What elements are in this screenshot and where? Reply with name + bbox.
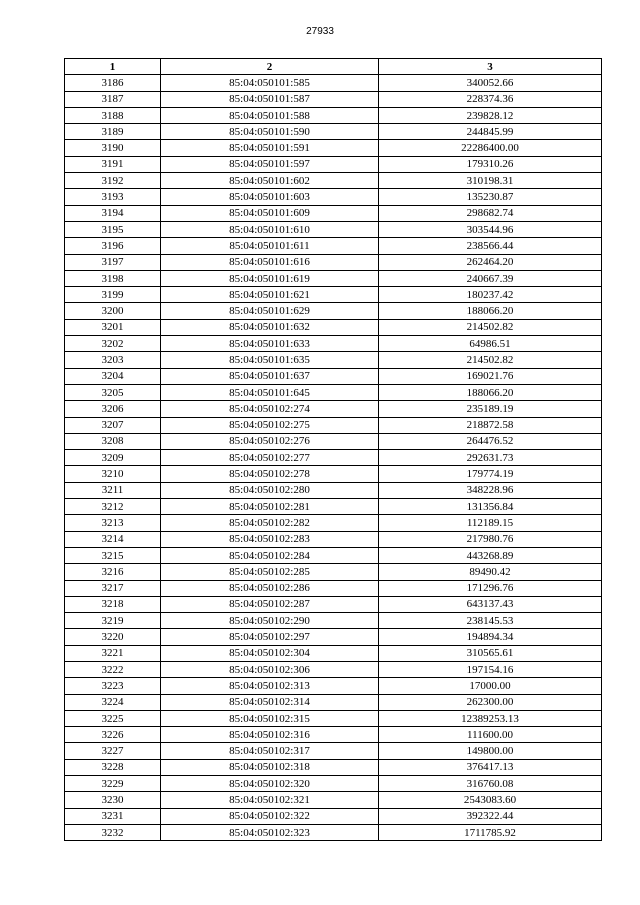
table-row xyxy=(65,710,602,726)
value-cell: 643137.43 xyxy=(379,596,602,612)
row-number-cell: 3201 xyxy=(65,319,161,335)
row-number-cell: 3221 xyxy=(65,645,161,661)
cadastral-number-cell: 85:04:050102:318 xyxy=(161,759,379,775)
cadastral-number-cell: 85:04:050102:316 xyxy=(161,727,379,743)
cadastral-number-cell: 85:04:050102:286 xyxy=(161,580,379,596)
table-row xyxy=(65,645,602,661)
value-cell: 2543083.60 xyxy=(379,792,602,808)
table-row xyxy=(65,221,602,237)
table-row xyxy=(65,91,602,107)
cadastral-number-cell: 85:04:050101:632 xyxy=(161,319,379,335)
table-row xyxy=(65,156,602,172)
table-row xyxy=(65,661,602,677)
value-cell: 217980.76 xyxy=(379,531,602,547)
row-number-cell: 3232 xyxy=(65,824,161,840)
value-cell: 194894.34 xyxy=(379,629,602,645)
row-number-cell: 3226 xyxy=(65,727,161,743)
value-cell: 238566.44 xyxy=(379,238,602,254)
cadastral-number-cell: 85:04:050102:322 xyxy=(161,808,379,824)
table-row xyxy=(65,303,602,319)
value-cell: 131356.84 xyxy=(379,499,602,515)
page-number: 27933 xyxy=(306,26,334,37)
table-row xyxy=(65,270,602,286)
table-row xyxy=(65,75,602,91)
value-cell: 235189.19 xyxy=(379,401,602,417)
table-row xyxy=(65,254,602,270)
row-number-cell: 3190 xyxy=(65,140,161,156)
table-row xyxy=(65,124,602,140)
table-row xyxy=(65,759,602,775)
value-cell: 179774.19 xyxy=(379,466,602,482)
table-row xyxy=(65,417,602,433)
value-cell: 262300.00 xyxy=(379,694,602,710)
value-cell: 310198.31 xyxy=(379,173,602,189)
value-cell: 316760.08 xyxy=(379,776,602,792)
table-row xyxy=(65,140,602,156)
column-header-2: 2 xyxy=(161,59,379,75)
row-number-cell: 3231 xyxy=(65,808,161,824)
row-number-cell: 3196 xyxy=(65,238,161,254)
row-number-cell: 3212 xyxy=(65,499,161,515)
table-row xyxy=(65,450,602,466)
table-row xyxy=(65,596,602,612)
value-cell: 197154.16 xyxy=(379,661,602,677)
row-number-cell: 3214 xyxy=(65,531,161,547)
value-cell: 244845.99 xyxy=(379,124,602,140)
row-number-cell: 3198 xyxy=(65,270,161,286)
table-row xyxy=(65,629,602,645)
value-cell: 292631.73 xyxy=(379,450,602,466)
table-row xyxy=(65,792,602,808)
cadastral-number-cell: 85:04:050102:278 xyxy=(161,466,379,482)
cadastral-number-cell: 85:04:050101:610 xyxy=(161,221,379,237)
value-cell: 169021.76 xyxy=(379,368,602,384)
table-row xyxy=(65,824,602,840)
value-cell: 443268.89 xyxy=(379,547,602,563)
cadastral-number-cell: 85:04:050101:635 xyxy=(161,352,379,368)
value-cell: 238145.53 xyxy=(379,613,602,629)
value-cell: 264476.52 xyxy=(379,433,602,449)
row-number-cell: 3194 xyxy=(65,205,161,221)
cadastral-number-cell: 85:04:050102:314 xyxy=(161,694,379,710)
table-row xyxy=(65,727,602,743)
row-number-cell: 3229 xyxy=(65,776,161,792)
value-cell: 303544.96 xyxy=(379,221,602,237)
value-cell: 89490.42 xyxy=(379,564,602,580)
cadastral-number-cell: 85:04:050102:281 xyxy=(161,499,379,515)
value-cell: 180237.42 xyxy=(379,287,602,303)
table-body xyxy=(65,75,602,841)
data-table xyxy=(64,58,602,841)
table-header-row xyxy=(65,59,602,75)
table-row xyxy=(65,107,602,123)
value-cell: 376417.13 xyxy=(379,759,602,775)
cadastral-number-cell: 85:04:050101:611 xyxy=(161,238,379,254)
row-number-cell: 3195 xyxy=(65,221,161,237)
row-number-cell: 3187 xyxy=(65,91,161,107)
table-row xyxy=(65,401,602,417)
cadastral-number-cell: 85:04:050102:297 xyxy=(161,629,379,645)
table-row xyxy=(65,205,602,221)
cadastral-number-cell: 85:04:050101:591 xyxy=(161,140,379,156)
cadastral-number-cell: 85:04:050101:585 xyxy=(161,75,379,91)
cadastral-number-cell: 85:04:050102:323 xyxy=(161,824,379,840)
cadastral-number-cell: 85:04:050101:621 xyxy=(161,287,379,303)
table-row xyxy=(65,368,602,384)
table-row xyxy=(65,352,602,368)
row-number-cell: 3204 xyxy=(65,368,161,384)
table-row xyxy=(65,678,602,694)
row-number-cell: 3203 xyxy=(65,352,161,368)
value-cell: 310565.61 xyxy=(379,645,602,661)
cadastral-number-cell: 85:04:050102:306 xyxy=(161,661,379,677)
table-row xyxy=(65,531,602,547)
value-cell: 171296.76 xyxy=(379,580,602,596)
table-row xyxy=(65,384,602,400)
table-row xyxy=(65,482,602,498)
table-row xyxy=(65,547,602,563)
row-number-cell: 3227 xyxy=(65,743,161,759)
row-number-cell: 3211 xyxy=(65,482,161,498)
row-number-cell: 3199 xyxy=(65,287,161,303)
table-row xyxy=(65,319,602,335)
table-row xyxy=(65,808,602,824)
table-row xyxy=(65,466,602,482)
value-cell: 239828.12 xyxy=(379,107,602,123)
cadastral-number-cell: 85:04:050102:290 xyxy=(161,613,379,629)
row-number-cell: 3197 xyxy=(65,254,161,270)
cadastral-number-cell: 85:04:050102:277 xyxy=(161,450,379,466)
row-number-cell: 3192 xyxy=(65,173,161,189)
table-row xyxy=(65,287,602,303)
value-cell: 214502.82 xyxy=(379,352,602,368)
row-number-cell: 3209 xyxy=(65,450,161,466)
value-cell: 188066.20 xyxy=(379,384,602,400)
cadastral-number-cell: 85:04:050102:320 xyxy=(161,776,379,792)
row-number-cell: 3222 xyxy=(65,661,161,677)
value-cell: 392322.44 xyxy=(379,808,602,824)
row-number-cell: 3225 xyxy=(65,710,161,726)
value-cell: 214502.82 xyxy=(379,319,602,335)
table-row xyxy=(65,743,602,759)
row-number-cell: 3207 xyxy=(65,417,161,433)
row-number-cell: 3220 xyxy=(65,629,161,645)
value-cell: 17000.00 xyxy=(379,678,602,694)
cadastral-number-cell: 85:04:050102:304 xyxy=(161,645,379,661)
table-row xyxy=(65,613,602,629)
row-number-cell: 3200 xyxy=(65,303,161,319)
row-number-cell: 3206 xyxy=(65,401,161,417)
value-cell: 218872.58 xyxy=(379,417,602,433)
row-number-cell: 3213 xyxy=(65,515,161,531)
cadastral-number-cell: 85:04:050101:616 xyxy=(161,254,379,270)
row-number-cell: 3228 xyxy=(65,759,161,775)
value-cell: 64986.51 xyxy=(379,336,602,352)
cadastral-number-cell: 85:04:050102:275 xyxy=(161,417,379,433)
cadastral-number-cell: 85:04:050101:637 xyxy=(161,368,379,384)
table-row xyxy=(65,238,602,254)
value-cell: 240667.39 xyxy=(379,270,602,286)
table-row xyxy=(65,336,602,352)
value-cell: 111600.00 xyxy=(379,727,602,743)
column-header-1: 1 xyxy=(65,59,161,75)
row-number-cell: 3224 xyxy=(65,694,161,710)
cadastral-number-cell: 85:04:050101:609 xyxy=(161,205,379,221)
row-number-cell: 3189 xyxy=(65,124,161,140)
cadastral-number-cell: 85:04:050101:633 xyxy=(161,336,379,352)
table-row xyxy=(65,173,602,189)
value-cell: 340052.66 xyxy=(379,75,602,91)
cadastral-number-cell: 85:04:050101:602 xyxy=(161,173,379,189)
row-number-cell: 3188 xyxy=(65,107,161,123)
value-cell: 188066.20 xyxy=(379,303,602,319)
value-cell: 149800.00 xyxy=(379,743,602,759)
row-number-cell: 3217 xyxy=(65,580,161,596)
cadastral-number-cell: 85:04:050101:587 xyxy=(161,91,379,107)
cadastral-number-cell: 85:04:050101:590 xyxy=(161,124,379,140)
cadastral-number-cell: 85:04:050102:321 xyxy=(161,792,379,808)
cadastral-number-cell: 85:04:050102:315 xyxy=(161,710,379,726)
column-header-3: 3 xyxy=(379,59,602,75)
row-number-cell: 3186 xyxy=(65,75,161,91)
value-cell: 22286400.00 xyxy=(379,140,602,156)
cadastral-number-cell: 85:04:050102:283 xyxy=(161,531,379,547)
cadastral-number-cell: 85:04:050102:313 xyxy=(161,678,379,694)
value-cell: 348228.96 xyxy=(379,482,602,498)
value-cell: 112189.15 xyxy=(379,515,602,531)
value-cell: 135230.87 xyxy=(379,189,602,205)
table-row xyxy=(65,564,602,580)
value-cell: 298682.74 xyxy=(379,205,602,221)
value-cell: 262464.20 xyxy=(379,254,602,270)
cadastral-number-cell: 85:04:050102:287 xyxy=(161,596,379,612)
row-number-cell: 3219 xyxy=(65,613,161,629)
row-number-cell: 3208 xyxy=(65,433,161,449)
row-number-cell: 3191 xyxy=(65,156,161,172)
cadastral-number-cell: 85:04:050102:282 xyxy=(161,515,379,531)
table-row xyxy=(65,433,602,449)
cadastral-number-cell: 85:04:050102:284 xyxy=(161,547,379,563)
table-row xyxy=(65,776,602,792)
cadastral-number-cell: 85:04:050102:276 xyxy=(161,433,379,449)
cadastral-number-cell: 85:04:050102:317 xyxy=(161,743,379,759)
value-cell: 12389253.13 xyxy=(379,710,602,726)
row-number-cell: 3215 xyxy=(65,547,161,563)
cadastral-number-cell: 85:04:050102:280 xyxy=(161,482,379,498)
table-row xyxy=(65,580,602,596)
row-number-cell: 3205 xyxy=(65,384,161,400)
row-number-cell: 3202 xyxy=(65,336,161,352)
cadastral-number-cell: 85:04:050101:629 xyxy=(161,303,379,319)
cadastral-number-cell: 85:04:050101:645 xyxy=(161,384,379,400)
table-row xyxy=(65,694,602,710)
row-number-cell: 3230 xyxy=(65,792,161,808)
cadastral-number-cell: 85:04:050101:588 xyxy=(161,107,379,123)
row-number-cell: 3218 xyxy=(65,596,161,612)
value-cell: 1711785.92 xyxy=(379,824,602,840)
cadastral-number-cell: 85:04:050101:619 xyxy=(161,270,379,286)
row-number-cell: 3210 xyxy=(65,466,161,482)
row-number-cell: 3216 xyxy=(65,564,161,580)
cadastral-number-cell: 85:04:050102:274 xyxy=(161,401,379,417)
cadastral-number-cell: 85:04:050101:603 xyxy=(161,189,379,205)
value-cell: 228374.36 xyxy=(379,91,602,107)
row-number-cell: 3193 xyxy=(65,189,161,205)
table-row xyxy=(65,515,602,531)
cadastral-number-cell: 85:04:050102:285 xyxy=(161,564,379,580)
row-number-cell: 3223 xyxy=(65,678,161,694)
table-row xyxy=(65,189,602,205)
table-row xyxy=(65,499,602,515)
value-cell: 179310.26 xyxy=(379,156,602,172)
cadastral-number-cell: 85:04:050101:597 xyxy=(161,156,379,172)
